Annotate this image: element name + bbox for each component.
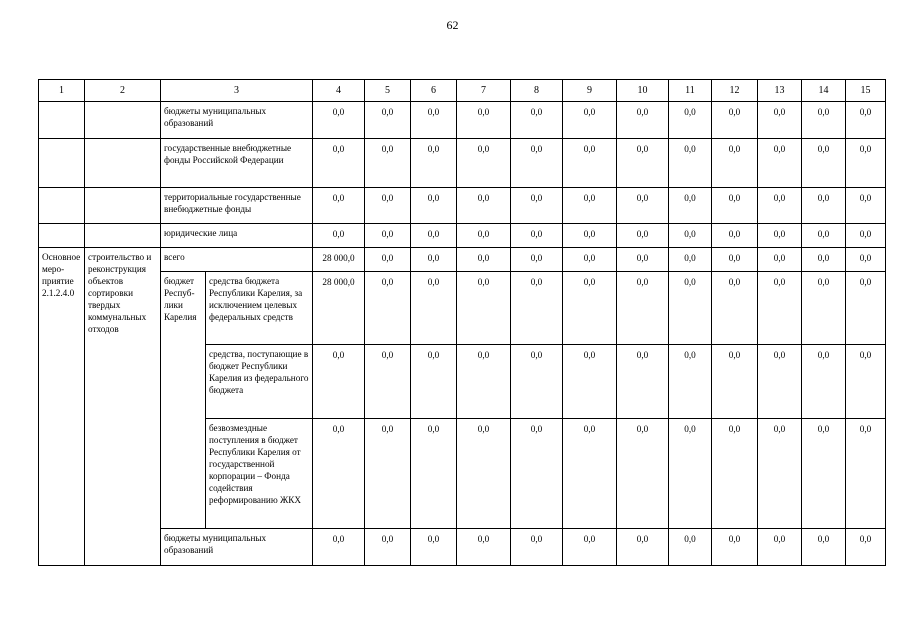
empty-cell bbox=[39, 139, 85, 188]
value-cell: 0,0 bbox=[846, 419, 886, 529]
value-cell: 0,0 bbox=[802, 248, 846, 272]
empty-cell bbox=[85, 102, 161, 139]
value-cell: 0,0 bbox=[758, 224, 802, 248]
value-cell: 0,0 bbox=[669, 272, 712, 345]
column-header: 3 bbox=[161, 80, 313, 102]
value-cell: 0,0 bbox=[802, 139, 846, 188]
column-header: 13 bbox=[758, 80, 802, 102]
column-header: 11 bbox=[669, 80, 712, 102]
value-cell: 0,0 bbox=[563, 419, 617, 529]
value-cell: 28 000,0 bbox=[313, 272, 365, 345]
column-header: 4 bbox=[313, 80, 365, 102]
value-cell: 0,0 bbox=[617, 529, 669, 566]
source-label: территориальные государственные внебюджетные фонды bbox=[161, 188, 313, 224]
value-cell: 0,0 bbox=[712, 102, 758, 139]
value-cell: 0,0 bbox=[802, 102, 846, 139]
source-label: безвозмездные поступления в бюджет Республики Карелия от государственной корпорации – Фонда содействия реформированию ЖКХ bbox=[206, 419, 313, 529]
value-cell: 0,0 bbox=[563, 345, 617, 419]
value-cell: 0,0 bbox=[617, 419, 669, 529]
value-cell: 0,0 bbox=[669, 224, 712, 248]
source-label: юридические лица bbox=[161, 224, 313, 248]
source-label: средства бюджета Республики Карелия, за исключением целевых федеральных средств bbox=[206, 272, 313, 345]
value-cell: 0,0 bbox=[802, 419, 846, 529]
value-cell: 0,0 bbox=[365, 419, 411, 529]
column-header: 9 bbox=[563, 80, 617, 102]
value-cell: 0,0 bbox=[563, 139, 617, 188]
value-cell: 0,0 bbox=[802, 272, 846, 345]
value-cell: 0,0 bbox=[802, 188, 846, 224]
value-cell: 0,0 bbox=[457, 139, 511, 188]
value-cell: 0,0 bbox=[846, 529, 886, 566]
value-cell: 0,0 bbox=[313, 139, 365, 188]
value-cell: 0,0 bbox=[712, 188, 758, 224]
value-cell: 0,0 bbox=[563, 272, 617, 345]
value-cell: 0,0 bbox=[411, 272, 457, 345]
value-cell: 0,0 bbox=[712, 345, 758, 419]
table-row bbox=[39, 529, 886, 566]
source-label: бюджеты муниципальных образований bbox=[161, 102, 313, 139]
table-row bbox=[39, 102, 886, 139]
empty-cell bbox=[39, 102, 85, 139]
value-cell: 0,0 bbox=[511, 419, 563, 529]
value-cell: 0,0 bbox=[511, 224, 563, 248]
value-cell: 0,0 bbox=[563, 529, 617, 566]
table-row bbox=[39, 224, 886, 248]
value-cell: 0,0 bbox=[617, 272, 669, 345]
value-cell: 0,0 bbox=[411, 529, 457, 566]
value-cell: 0,0 bbox=[802, 224, 846, 248]
value-cell: 0,0 bbox=[846, 188, 886, 224]
total-label: всего bbox=[161, 248, 313, 272]
value-cell: 0,0 bbox=[712, 248, 758, 272]
empty-cell bbox=[85, 139, 161, 188]
value-cell: 0,0 bbox=[511, 345, 563, 419]
empty-cell bbox=[39, 224, 85, 248]
table-row bbox=[39, 139, 886, 188]
value-cell: 0,0 bbox=[846, 139, 886, 188]
value-cell: 0,0 bbox=[457, 529, 511, 566]
value-cell: 0,0 bbox=[617, 102, 669, 139]
value-cell: 0,0 bbox=[758, 139, 802, 188]
value-cell: 0,0 bbox=[712, 224, 758, 248]
value-cell: 0,0 bbox=[411, 139, 457, 188]
column-header: 15 bbox=[846, 80, 886, 102]
value-cell: 0,0 bbox=[758, 188, 802, 224]
value-cell: 0,0 bbox=[457, 272, 511, 345]
value-cell: 0,0 bbox=[846, 345, 886, 419]
value-cell: 0,0 bbox=[669, 139, 712, 188]
value-cell: 0,0 bbox=[617, 139, 669, 188]
value-cell: 0,0 bbox=[365, 529, 411, 566]
value-cell: 0,0 bbox=[511, 188, 563, 224]
value-cell: 28 000,0 bbox=[313, 248, 365, 272]
value-cell: 0,0 bbox=[313, 224, 365, 248]
value-cell: 0,0 bbox=[511, 102, 563, 139]
measure-code: Основное мероприятие 2.1.2.4.0 bbox=[39, 248, 85, 566]
value-cell: 0,0 bbox=[617, 224, 669, 248]
value-cell: 0,0 bbox=[457, 188, 511, 224]
value-cell: 0,0 bbox=[712, 139, 758, 188]
value-cell: 0,0 bbox=[758, 102, 802, 139]
value-cell: 0,0 bbox=[457, 345, 511, 419]
table-row bbox=[39, 272, 886, 345]
value-cell: 0,0 bbox=[669, 345, 712, 419]
value-cell: 0,0 bbox=[712, 529, 758, 566]
value-cell: 0,0 bbox=[846, 224, 886, 248]
column-header: 5 bbox=[365, 80, 411, 102]
value-cell: 0,0 bbox=[313, 529, 365, 566]
value-cell: 0,0 bbox=[457, 248, 511, 272]
budget-label: бюджет Республики Карелия bbox=[161, 272, 206, 529]
source-label: бюджеты муниципальных образований bbox=[161, 529, 313, 566]
value-cell: 0,0 bbox=[669, 419, 712, 529]
value-cell: 0,0 bbox=[563, 102, 617, 139]
value-cell: 0,0 bbox=[758, 529, 802, 566]
value-cell: 0,0 bbox=[511, 248, 563, 272]
column-header: 2 bbox=[85, 80, 161, 102]
value-cell: 0,0 bbox=[712, 272, 758, 345]
value-cell: 0,0 bbox=[411, 419, 457, 529]
value-cell: 0,0 bbox=[457, 224, 511, 248]
empty-cell bbox=[85, 224, 161, 248]
value-cell: 0,0 bbox=[669, 248, 712, 272]
column-header: 12 bbox=[712, 80, 758, 102]
value-cell: 0,0 bbox=[511, 139, 563, 188]
value-cell: 0,0 bbox=[563, 248, 617, 272]
value-cell: 0,0 bbox=[365, 248, 411, 272]
value-cell: 0,0 bbox=[411, 248, 457, 272]
value-cell: 0,0 bbox=[365, 139, 411, 188]
value-cell: 0,0 bbox=[846, 248, 886, 272]
value-cell: 0,0 bbox=[758, 419, 802, 529]
value-cell: 0,0 bbox=[411, 345, 457, 419]
value-cell: 0,0 bbox=[365, 272, 411, 345]
value-cell: 0,0 bbox=[617, 345, 669, 419]
value-cell: 0,0 bbox=[846, 102, 886, 139]
value-cell: 0,0 bbox=[411, 188, 457, 224]
value-cell: 0,0 bbox=[411, 224, 457, 248]
value-cell: 0,0 bbox=[511, 272, 563, 345]
page-number: 62 bbox=[446, 18, 459, 32]
value-cell: 0,0 bbox=[846, 272, 886, 345]
value-cell: 0,0 bbox=[669, 188, 712, 224]
value-cell: 0,0 bbox=[758, 248, 802, 272]
value-cell: 0,0 bbox=[313, 419, 365, 529]
value-cell: 0,0 bbox=[365, 188, 411, 224]
value-cell: 0,0 bbox=[411, 102, 457, 139]
source-label: средства, поступающие в бюджет Республики Карелия из федерального бюджета bbox=[206, 345, 313, 419]
value-cell: 0,0 bbox=[365, 102, 411, 139]
value-cell: 0,0 bbox=[365, 345, 411, 419]
column-header: 14 bbox=[802, 80, 846, 102]
value-cell: 0,0 bbox=[313, 102, 365, 139]
value-cell: 0,0 bbox=[563, 188, 617, 224]
value-cell: 0,0 bbox=[457, 419, 511, 529]
value-cell: 0,0 bbox=[758, 272, 802, 345]
value-cell: 0,0 bbox=[758, 345, 802, 419]
value-cell: 0,0 bbox=[563, 224, 617, 248]
value-cell: 0,0 bbox=[669, 102, 712, 139]
table-row bbox=[39, 80, 886, 102]
empty-cell bbox=[85, 188, 161, 224]
column-header: 10 bbox=[617, 80, 669, 102]
value-cell: 0,0 bbox=[457, 102, 511, 139]
value-cell: 0,0 bbox=[617, 248, 669, 272]
empty-cell bbox=[39, 188, 85, 224]
budget-table bbox=[38, 79, 886, 566]
value-cell: 0,0 bbox=[511, 529, 563, 566]
value-cell: 0,0 bbox=[313, 345, 365, 419]
column-header: 8 bbox=[511, 80, 563, 102]
column-header: 1 bbox=[39, 80, 85, 102]
value-cell: 0,0 bbox=[802, 529, 846, 566]
source-label: государственные внебюджетные фонды Российской Федерации bbox=[161, 139, 313, 188]
value-cell: 0,0 bbox=[617, 188, 669, 224]
value-cell: 0,0 bbox=[802, 345, 846, 419]
value-cell: 0,0 bbox=[365, 224, 411, 248]
value-cell: 0,0 bbox=[313, 188, 365, 224]
table-row bbox=[39, 188, 886, 224]
value-cell: 0,0 bbox=[712, 419, 758, 529]
column-header: 6 bbox=[411, 80, 457, 102]
measure-name: строительство и реконструкция объектов сортировки твердых коммунальных отходов bbox=[85, 248, 161, 566]
column-header: 7 bbox=[457, 80, 511, 102]
value-cell: 0,0 bbox=[669, 529, 712, 566]
table-row bbox=[39, 248, 886, 272]
